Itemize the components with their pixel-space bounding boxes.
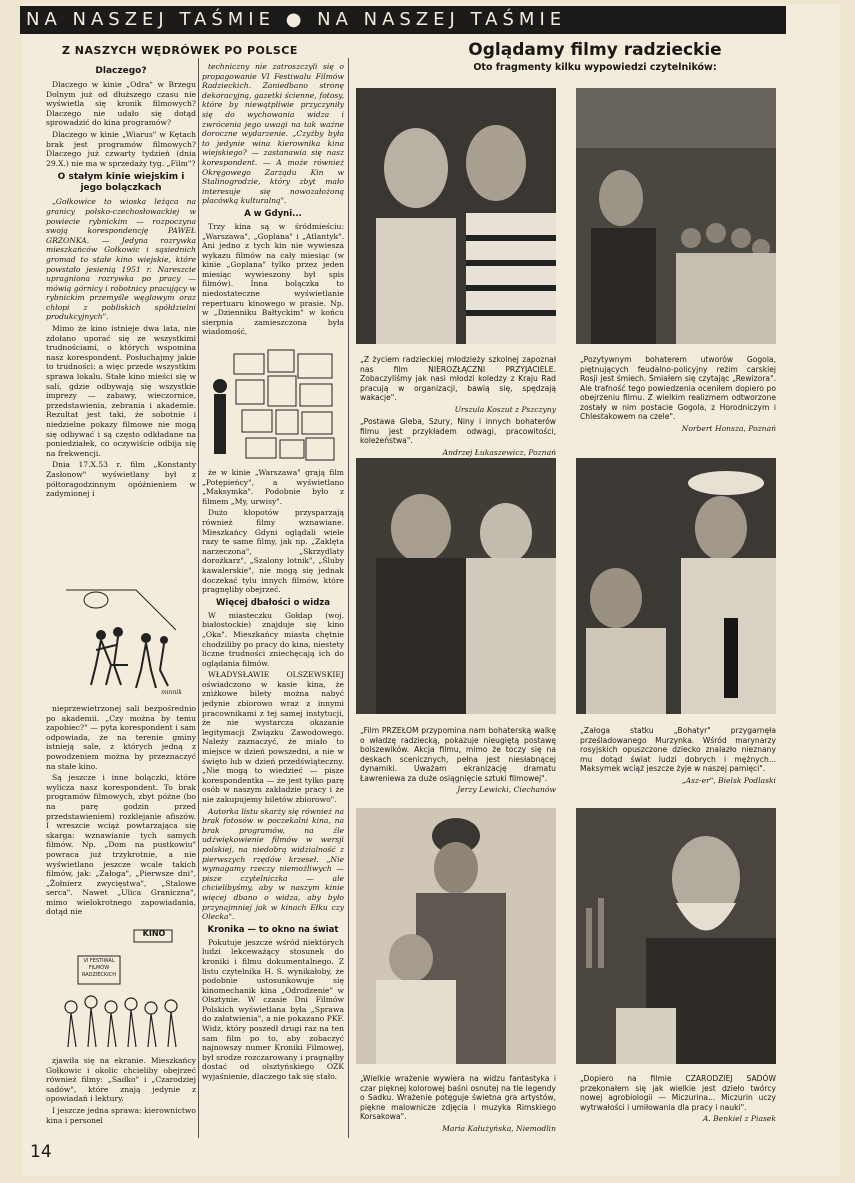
paragraph: Dlaczego w kinie „Wiarus" w Kętach brak jest programów filmowych? Dlaczego już czwarty tydzień (dnia 29.X.) nie ma w sprzedaży tyg. „Film"? xyxy=(46,129,196,168)
kino-sign: KINO xyxy=(142,929,166,938)
left-column-mid xyxy=(46,704,196,922)
festival-poster: VI FESTIWAL FILMÓW RADZIECKICH xyxy=(81,958,117,978)
caption-6 xyxy=(580,1074,776,1124)
caption-text: „Pozytywnym bohaterem utworów Gogola, piętnujących feudalno-policyjny reżim carskiej Rosji jest śmiech. Śmiałem się czytając „Rewizora". Ale trafność tego powiedzenia oceniłem dopiero po obejrzeniu filmu. Z wielkim realizmem odtworzone zostały w nim postacie Gogola, z Horodniczym i Chlestakowem na czele". xyxy=(580,355,776,421)
paragraph: Trzy kina są w śródmieściu: „Warszawa", „Goplana" i „Atlantyk". Ani jedno z tych kin nie wywiesza wykazu filmów na cały miesiąc (w kinie „Goplana" tylko przez jeden miesiąc wywieszony był spis filmów). Inna bolączka to niedostateczne wyświetlanie repertuaru kinowego w prasie. Np. w „Dzienniku Bałtyckim" w końcu sierpnia zamieszczona była wiadomość, xyxy=(202,221,344,337)
heading-kronika: Kronika — to okno na świat xyxy=(207,924,339,935)
left-column-top xyxy=(46,62,196,570)
caption-text: „Postawa Gleba, Szury, Niny i innych bohaterów filmu jest przykładem odwagi, pracowitości, koleżeństwa". xyxy=(360,417,556,445)
page-banner: NA NASZEJ TAŚMIE ● NA NASZEJ TAŚMIE xyxy=(20,6,786,34)
paragraph: Dnia 17.X.53 r. film „Konstanty Zasłonow" wyświetlany był z półtoragodzinnym opóźnieniem w zadymionej i xyxy=(46,460,196,499)
caption-signature: Maria Kałużyńska, Niemodlin xyxy=(442,1123,556,1133)
page-number: 14 xyxy=(30,1142,52,1162)
caption-signature: Andrzej Łukaszewicz, Poznań xyxy=(442,447,556,457)
article-subtitle: Oto fragmenty kilku wypowiedzi czytelników: xyxy=(473,62,717,73)
film-still-sadko xyxy=(356,808,556,1064)
caption-signature: Jerzy Lewicki, Ciechanów xyxy=(457,785,556,794)
caption-4 xyxy=(580,726,776,785)
caption-text: „Załoga statku „Bohatyr" przygarnęła prześladowanego Murzynka. Wśród marynarzy rosyjskich opuszczone dziecko znalazło nieznany mu dotąd świat ludzi dobrych i mężnych... Maksymek wciąż jeszcze żyje w naszej pamięci". xyxy=(580,726,776,773)
paragraph: techniczny nie zatroszczyli się o propagowanie VI Festiwalu Filmów Radzieckich. Zaniedbano stronę dekoracyjną, gazetki ścienne, fotosy, które by niewątpliwie przyczyniły się do wychowania widza i zwrócenia jego uwagi na tak ważne doroczne wydarzenie. „Czyżby była to jedynie wina kierownika kina wiejskiego? — zastanawia się nasz korespondent. — A może również Okręgowego Zarządu Kin w Stalinogrodzie, który zbyt mało interesuje się nowozałożoną placówką kulturalną". xyxy=(202,62,344,206)
film-still-rewizor xyxy=(576,88,776,344)
caption-signature: A. Benkiel z Piasek xyxy=(702,1114,776,1123)
caption-signature: Urszula Koszut z Pszczyny xyxy=(454,404,556,414)
film-still-przelom xyxy=(356,458,556,714)
paragraph: że w kinie „Warszawa" grają film „Potępieńcy", a wyświetlano „Maksymka". Podobnie było z filmem „My, urwisy". xyxy=(202,468,344,506)
caption-signature: „Asz-er", Bielsk Podlaski xyxy=(681,775,776,785)
artist-signature: minnik xyxy=(161,689,182,696)
film-still-nierozlaczni xyxy=(356,88,556,344)
caption-text: „Wielkie wrażenie wywiera na widzu fantastyka i czar pięknej kolorowej baśni osnutej na tle legendy o Sadku. Wrażenie potęguje świetna gra artystów, piękne malownicze zdjęcia i muzyka Rimskiego Korsakowa". xyxy=(360,1074,556,1121)
column-rule xyxy=(198,58,199,1138)
cinema-posters-drawing xyxy=(206,346,344,466)
heading-dbalosci: Więcej dbałości o widza xyxy=(216,597,330,608)
paragraph: Pokutuje jeszcze wśród niektórych ludzi lekceważący stosunek do kroniki i filmu dokumentalnego. Z listu czytelnika H. S. wynikałoby, że podobnie ustosunkowuje się kinomechanik kina „Odrodzenie" w Olsztynie. W czasie Dni Filmów Polskich wyświetlana była „Sprawa do załatwienia", a nie pokazano PKF. Widz, który poszedł drugi raz na ten sam film po to, aby zobaczyć najnowszy numer Kroniki Filmowej, był srodze rozczarowany i pragnąłby dostać od olsztyńskiego OZK wyjaśnienie, dlaczego tak się stało. xyxy=(202,937,344,1082)
mid-column-bottom xyxy=(202,468,344,1136)
heading-dlaczego: Dlaczego? xyxy=(95,66,147,76)
mid-column-top xyxy=(202,62,344,346)
caption-signature: Norbert Honsza, Poznań xyxy=(681,423,776,433)
paragraph: nieprzewietrzonej sali bezpośrednio po akademii. „Czy można by temu zapobiec?" — pyta korespondent i sam odpowiada, że na terenie gminy istnieją sale, z których jedną z powodzeniem można by przeznaczyć na stałe kino. xyxy=(46,704,196,771)
paragraph: Autorka listu skarży się również na brak fotosów w poczekalni kina, na brak programów, na źle udźwiękowienie filmów w wersji polskiej, na niedobrą widzialność z pierwszych rzędów krzeseł. „Nie wymagamy rzeczy niemożliwych — pisze czytelniczka — ale chcielibyśmy, aby w naszym kinie więcej dbano o widza, aby było przynajmniej jak w kinach Ełku czy Olecka". xyxy=(202,806,344,922)
caption-1 xyxy=(360,355,556,457)
article-title: Oglądamy filmy radzieckie xyxy=(468,40,722,60)
paragraph: WŁADYSŁAWIE OLSZEWSKIEJ oświadczono w kasie kina, że zniżkowe bilety można nabyć jedynie zbiorowo wraz z innymi pracownikami z tej samej instytucji, że nie wystarcza okazanie legitymacji Związku Zawodowego. Należy zaznaczyć, że miało to miejsce w dzień powszedni, a nie w święto lub w dzień przedświąteczny. „Nie mogą to wiedzieć — pisze korespondentka — że jest tylko parę osób w naszym zakładzie pracy i że nie zakupujemy biletów zbiorowo". xyxy=(202,670,344,804)
paragraph: Mimo że kino istnieje dwa lata, nie zdołano uporać się ze wszystkimi trudnościami, o których wspomina nasz korespondent. Posłuchajmy jakie to trudności: a więc przede wszystkim sprawa lokalu. Stałe kino mieści się w sali, gdzie odbywają się wszystkie imprezy — zabawy, wieczornice, przedstawienia, zebrania i akademie. Rezultat jest taki, że sobotnie i niedzielne pokazy filmowe nie mogą się odbywać i są często odkładane na poniedziałek, co oczywiście odbija się na frekwencji. xyxy=(46,324,196,458)
paragraph: I jeszcze jedna sprawa: kierownictwo kina i personel xyxy=(46,1105,196,1125)
column-rule xyxy=(348,58,349,1138)
paragraph: Dlaczego w kinie „Odra" w Brzegu Dolnym już od dłuższego czasu nie wyświetla się kronik filmowych? Dlaczego nie udało się dotąd sprowadzić do kina programów? xyxy=(46,80,196,128)
paragraph: „Gołkowice to wioska leżąca na granicy polsko-czechosłowackiej w powiecie rybnickim — rozpoczyna swoją korespondencję PAWEŁ GRZONKA. — Jedyna rozrywka mieszkańców Gołkowic i sąsiednich gromad to stałe kino wiejskie, które powstało jesienią 1951 r. Nareszcie upragniona rozrywka po pracy — mówią górnicy i robotnicy pracujący w rybnickim przemyśle węglowym oraz chłopi z pobliskich spółdzielni produkcyjnych". xyxy=(46,197,196,322)
film-still-maksymka xyxy=(576,458,776,714)
paragraph: W miasteczku Gołdap (woj. białostockie) znajduje się kino „Oka". Mieszkańcy miasta chętnie chodziliby po pracy do kina, niestety liczne trudności zniechęcają ich do oglądania filmów. xyxy=(202,610,344,668)
caption-text: „Z życiem radzieckiej młodzieży szkolnej zapoznał nas film NIEROZŁĄCZNI PRZYJACIELE. Zobaczyliśmy jak nasi młodzi koledzy z Kraju Rad pracują w organizacji, bawią się, spędzają wakacje". xyxy=(360,355,556,402)
paragraph: Dużo kłopotów przysparzają również filmy wznawiane. Mieszkańcy Gdyni oglądali wiele razy te same filmy, jak np. „Zaklęta narzeczona", „Skrzydlaty dorożkarz", „Szalony lotnik", „Śluby kawalerskie", nie mogą się jednak doczekać tylu innych filmów, które pragnęliby obejrzeć. xyxy=(202,508,344,595)
caption-2 xyxy=(580,355,776,433)
section-title: Z NASZYCH WĘDRÓWEK PO POLSCE xyxy=(62,44,298,57)
film-still-czarodziej-sadow xyxy=(576,808,776,1064)
heading-gdyni: A w Gdyni... xyxy=(244,208,302,219)
caption-3 xyxy=(360,726,556,795)
caption-text: „Dopiero na filmie CZARODZIEJ SADÓW przekonałem się jak wielkie jest dzieło twórcy nowej agrobiologii — Miczurina... Miczurin uczy wytrwałości i umiłowania dla pracy i nauki". xyxy=(580,1074,776,1112)
cinema-queue-drawing xyxy=(56,922,188,1054)
caption-text: „Film PRZEŁOM przypomina nam bohaterską walkę o władzę radziecką, pokazuje nieugiętą postawę bolszewików. Akcja filmu, mimo że toczy się na deskach scenicznych, pełna jest niesłabnącej dynamiki. Uważam ekranizację dramatu Ławreniewa za duże osiągnięcie sztuki filmowej". xyxy=(360,726,556,783)
dancing-couples-drawing xyxy=(56,570,188,700)
left-column-bottom xyxy=(46,1056,196,1134)
paragraph: zjawiła się na ekranie. Mieszkańcy Gołkowic i okolic chcieliby obejrzeć również filmy: „Sadko" i „Czarodziej sadów", które znają jedynie z opowiadań i lektury. xyxy=(46,1056,196,1104)
caption-5 xyxy=(360,1074,556,1133)
heading-stalym-kinie: O stałym kinie wiejskim i jego bolączkach xyxy=(57,172,185,194)
paragraph: Są jeszcze i inne bolączki, które wylicza nasz korespondent. To brak programów filmowych, zbyt późne (bo na parę godzin przed przedstawieniem) rozklejanie afiszów. I wreszcie wciąż powtarzająca się skarga: wznawianie tych samych filmów. Np. „Dom na pustkowiu" powraca już trzykrotnie, a nie wyświetlano jeszcze wcale takich filmów, jak: „Załoga", „Pierwsze dni", „Żołnierz zwycięstwa", „Stalowe serca". Nawet „Ulica Graniczna", mimo wielokrotnego zapowiadania, dotąd nie xyxy=(46,773,196,917)
